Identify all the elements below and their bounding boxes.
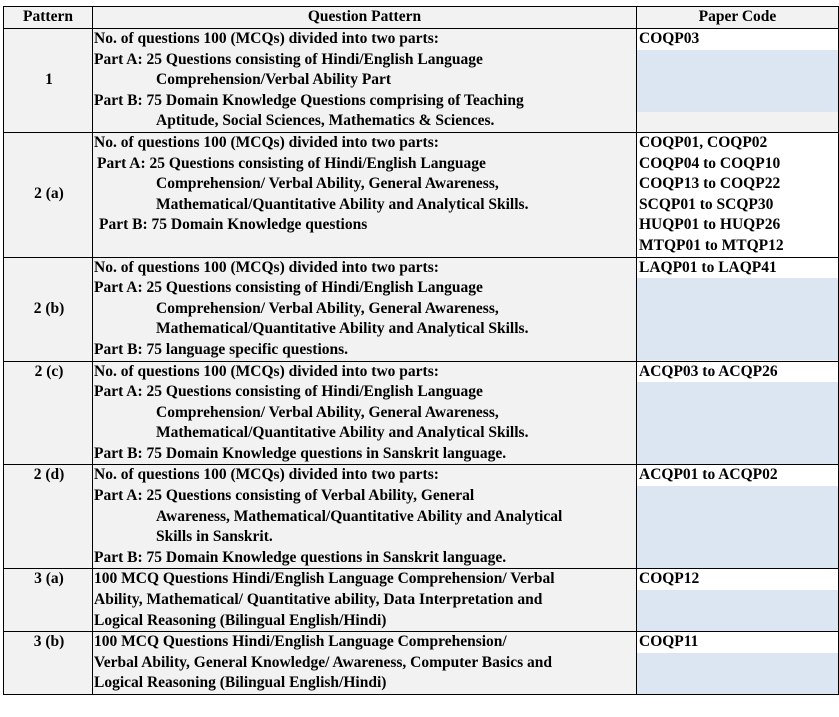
pattern-cell: 2 (c)	[4, 361, 93, 465]
paper-code: ACQP01 to ACQP02	[637, 465, 838, 486]
pattern-cell: 1	[4, 29, 93, 133]
pattern-cell: 3 (b)	[4, 632, 93, 695]
table-row	[4, 29, 839, 133]
question-line: Part B: 75 Domain Knowledge questions in Sanskrit language.	[94, 444, 507, 462]
question-line: Part B: 75 language specific questions.	[94, 340, 349, 358]
pattern-table	[3, 6, 839, 695]
paper-code: LAQP01 to LAQP41	[637, 258, 838, 279]
header-question-pattern: Question Pattern	[93, 7, 637, 29]
pattern-cell: 2 (b)	[4, 257, 93, 361]
question-line: Part B: 75 Domain Knowledge Questions comprising of Teaching	[94, 91, 524, 109]
table-row	[4, 569, 839, 632]
header-row	[4, 7, 839, 29]
paper-code-cell	[637, 632, 839, 695]
paper-code: COQP13 to COQP22	[637, 174, 838, 195]
question-line: Part B: 75 Domain Knowledge questions	[99, 216, 368, 234]
question-line: Awareness, Mathematical/Quantitative Ability and Analytical	[156, 507, 563, 525]
paper-code: COQP11	[637, 632, 838, 653]
table-row	[4, 257, 839, 361]
table-row	[4, 465, 839, 569]
header-pattern: Pattern	[4, 7, 93, 29]
question-line: Ability, Mathematical/ Quantitative ability, Data Interpretation and	[94, 591, 543, 609]
table-row	[4, 132, 839, 257]
question-line: Mathematical/Quantitative Ability and Analytical Skills.	[156, 195, 529, 213]
question-line: No. of questions 100 (MCQs) divided into two parts:	[94, 362, 439, 380]
paper-code: ACQP03 to ACQP26	[637, 362, 838, 383]
question-pattern-cell	[93, 465, 637, 569]
paper-code: COQP01, COQP02	[637, 133, 838, 154]
paper-code-cell	[637, 465, 839, 569]
question-line: Skills in Sanskrit.	[156, 528, 273, 546]
question-line: No. of questions 100 (MCQs) divided into two parts:	[94, 30, 439, 47]
paper-code: SCQP01 to SCQP30	[637, 195, 838, 216]
question-pattern-cell	[93, 361, 637, 465]
question-line: Comprehension/ Verbal Ability, General Awareness,	[156, 403, 499, 421]
question-line: Part A: 25 Questions consisting of Hindi/English Language	[97, 154, 486, 172]
question-pattern-cell	[93, 632, 637, 695]
question-line: Mathematical/Quantitative Ability and Analytical Skills.	[156, 424, 529, 442]
paper-code-cell	[637, 257, 839, 361]
question-line: No. of questions 100 (MCQs) divided into two parts:	[94, 466, 439, 484]
question-line: 100 MCQ Questions Hindi/English Language Comprehension/	[94, 633, 507, 651]
question-pattern-cell	[93, 132, 637, 257]
paper-code-cell	[637, 29, 839, 133]
question-line: Part A: 25 Questions consisting of Hindi/English Language	[94, 279, 483, 297]
question-pattern-cell	[93, 29, 637, 133]
paper-code: COQP12	[637, 569, 838, 590]
header-paper-code: Paper Code	[637, 7, 839, 29]
paper-code: COQP03	[637, 29, 838, 50]
question-line: Part A: 25 Questions consisting of Verbal Ability, General	[94, 487, 475, 505]
pattern-cell: 3 (a)	[4, 569, 93, 632]
question-line: Comprehension/ Verbal Ability, General Awareness,	[156, 299, 499, 317]
question-line: Verbal Ability, General Knowledge/ Awareness, Computer Basics and	[94, 653, 552, 671]
question-line: Part A: 25 Questions consisting of Hindi/English Language	[94, 383, 483, 401]
question-line: Mathematical/Quantitative Ability and Analytical Skills.	[156, 320, 529, 338]
paper-code-cell	[637, 569, 839, 632]
table-row	[4, 361, 839, 465]
question-line: Logical Reasoning (Bilingual English/Hindi)	[94, 611, 387, 629]
paper-code: HUQP01 to HUQP26	[637, 215, 838, 236]
question-line: Comprehension/ Verbal Ability, General Awareness,	[156, 175, 499, 193]
question-line: Aptitude, Social Sciences, Mathematics & Sciences.	[156, 112, 495, 130]
paper-code: MTQP01 to MTQP12	[637, 236, 838, 257]
pattern-cell: 2 (d)	[4, 465, 93, 569]
table-row	[4, 632, 839, 695]
question-line: Part A: 25 Questions consisting of Hindi/English Language	[94, 50, 483, 68]
question-line: Comprehension/Verbal Ability Part	[156, 71, 392, 89]
question-pattern-cell	[93, 257, 637, 361]
question-line: 100 MCQ Questions Hindi/English Language Comprehension/ Verbal	[94, 570, 555, 588]
question-line: No. of questions 100 (MCQs) divided into two parts:	[94, 258, 439, 276]
question-pattern-cell	[93, 569, 637, 632]
question-line: Part B: 75 Domain Knowledge questions in Sanskrit language.	[94, 548, 507, 566]
question-line: No. of questions 100 (MCQs) divided into two parts:	[94, 133, 439, 151]
question-line: Logical Reasoning (Bilingual English/Hindi)	[94, 674, 387, 692]
paper-code: COQP04 to COQP10	[637, 154, 838, 175]
paper-code-cell	[637, 132, 839, 257]
pattern-cell: 2 (a)	[4, 132, 93, 257]
paper-code-cell	[637, 361, 839, 465]
